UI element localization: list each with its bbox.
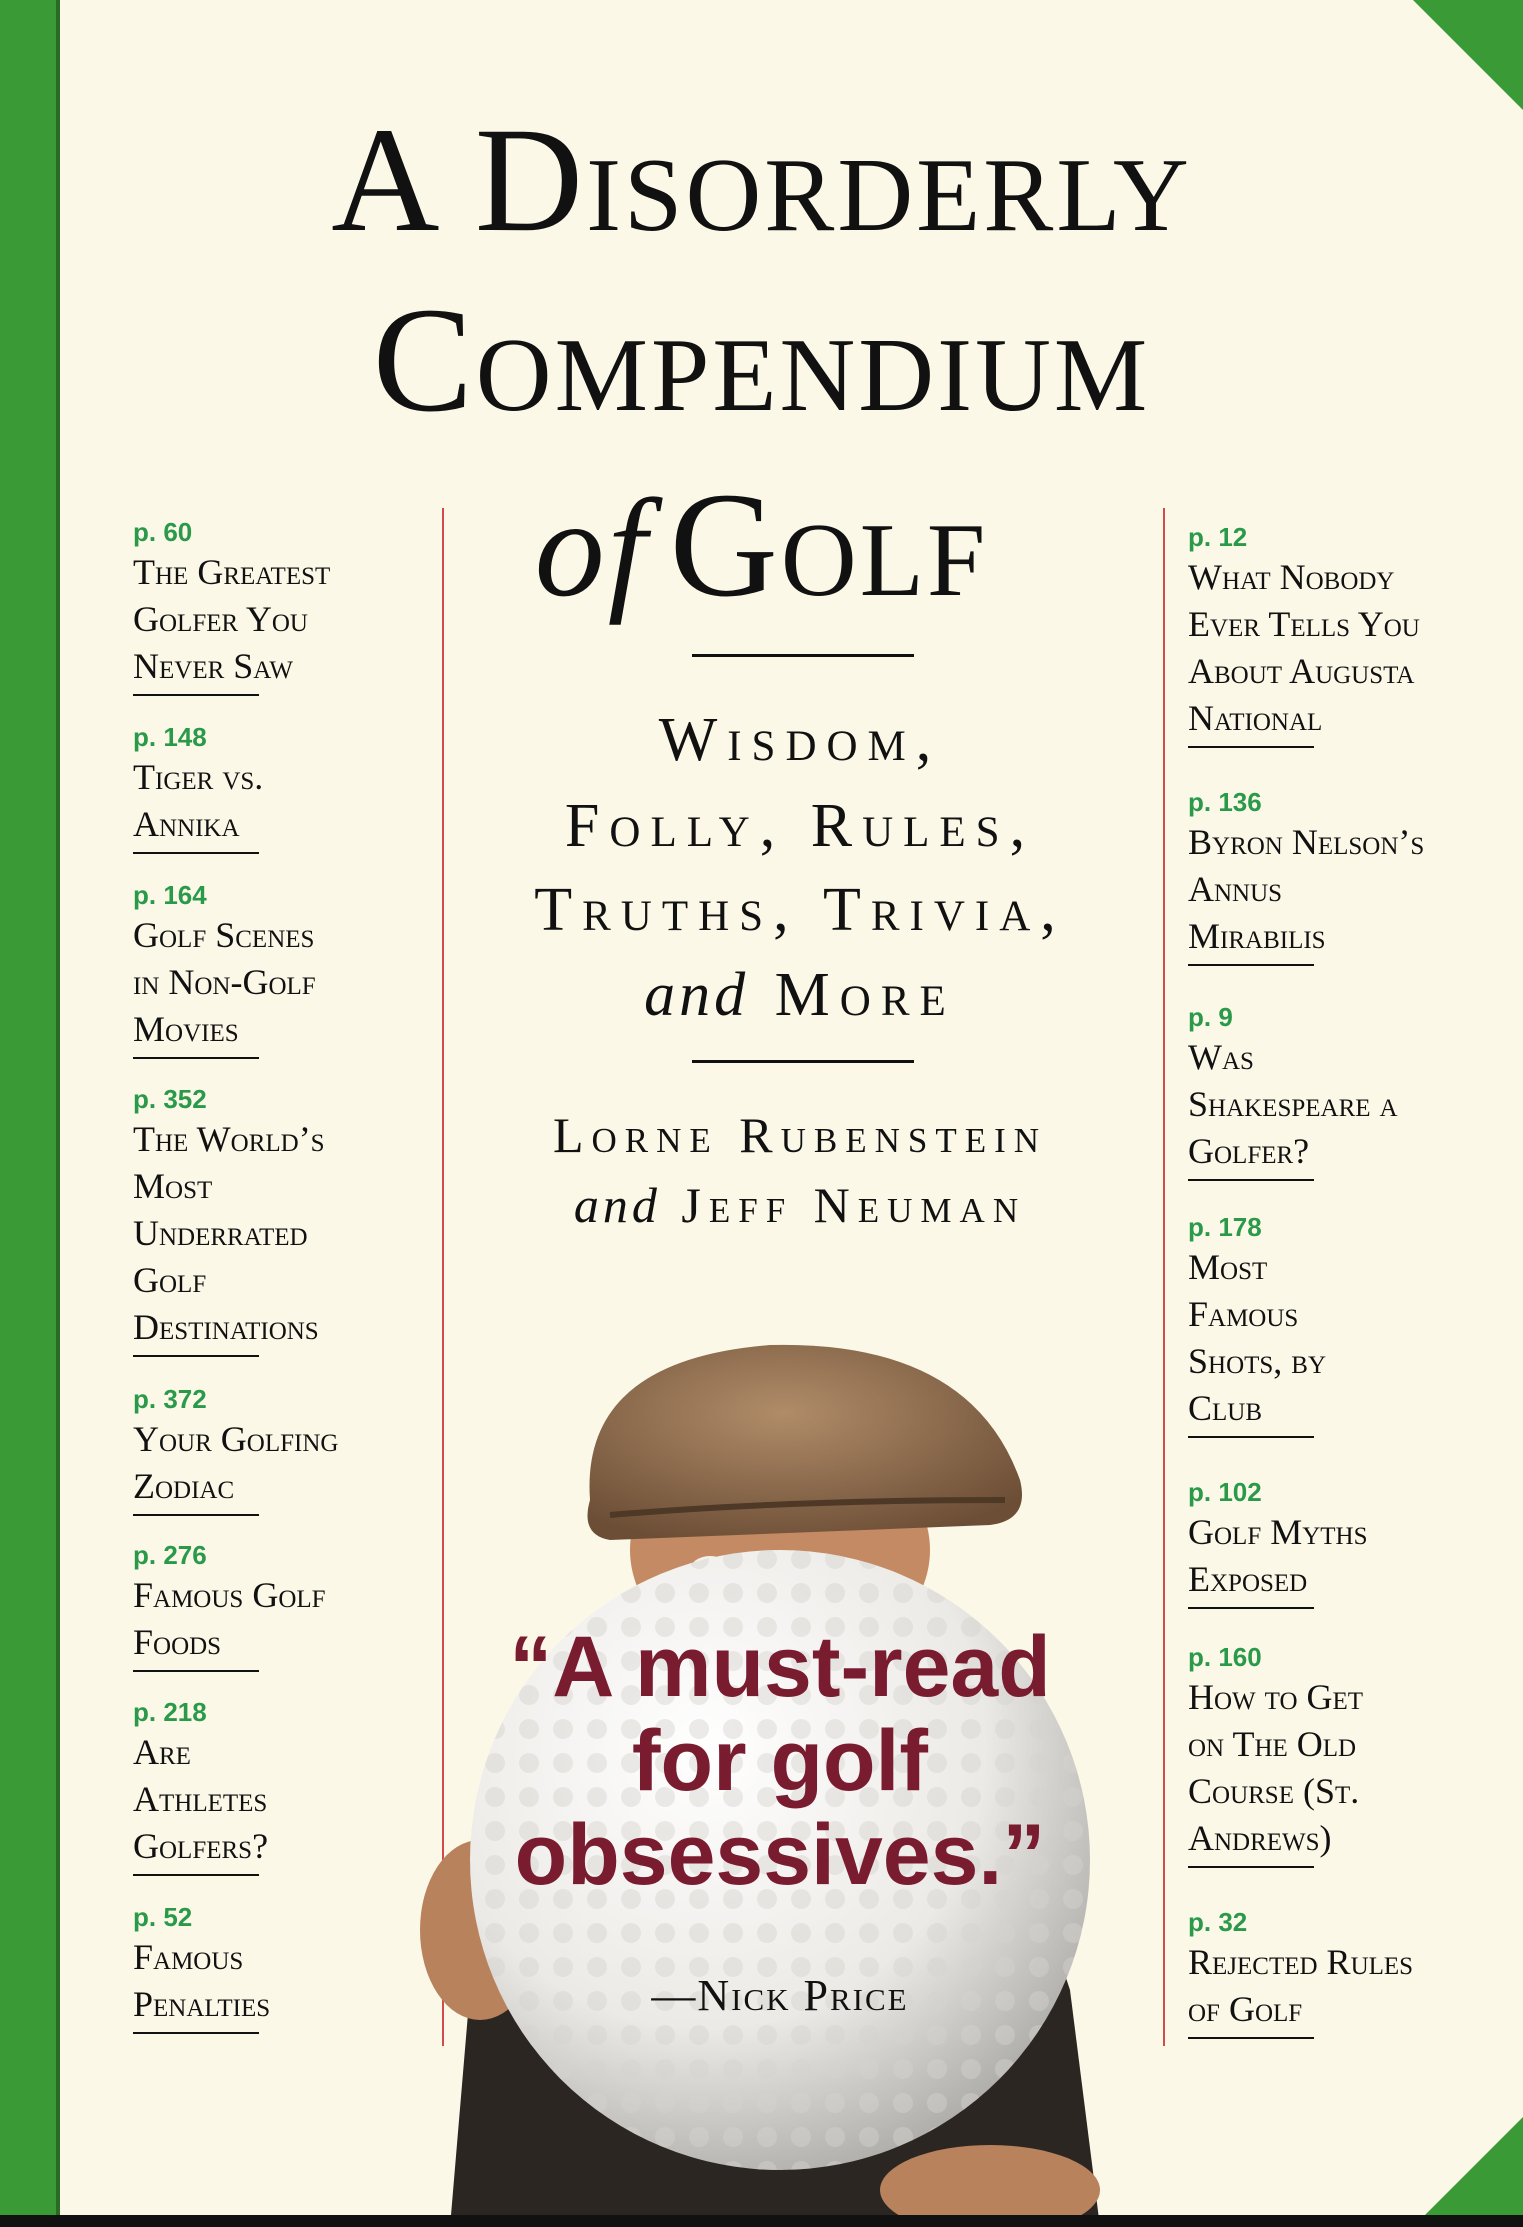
toc-page-number: p. 136 bbox=[1188, 787, 1262, 817]
toc-entry-title-line: Byron Nelson’s bbox=[1188, 822, 1425, 862]
toc-entry-title-line: Never Saw bbox=[133, 646, 293, 686]
toc-underline bbox=[1188, 1436, 1314, 1438]
toc-underline bbox=[133, 852, 259, 854]
toc-underline bbox=[1188, 964, 1314, 966]
toc-entry-title-line: Ever Tells You bbox=[1188, 604, 1420, 644]
toc-entry bbox=[1188, 1640, 1488, 1868]
toc-entry-title-line: The World’s bbox=[133, 1119, 325, 1159]
toc-page-number: p. 276 bbox=[133, 1540, 207, 1570]
toc-entry bbox=[133, 1538, 433, 1672]
toc-entry-title-line: Famous Golf bbox=[133, 1575, 326, 1615]
toc-entry-title-line: About Augusta bbox=[1188, 651, 1415, 691]
toc-entry-title-line: Movies bbox=[133, 1009, 239, 1049]
toc-entry-title-line: Annus bbox=[1188, 869, 1283, 909]
toc-page-number: p. 9 bbox=[1188, 1002, 1233, 1032]
toc-page-number: p. 160 bbox=[1188, 1642, 1262, 1672]
toc-entry bbox=[1188, 1905, 1488, 2039]
toc-entry bbox=[133, 878, 433, 1059]
toc-entry-title-line: National bbox=[1188, 698, 1323, 738]
author-line-2 bbox=[300, 1170, 1300, 1240]
toc-page-number: p. 12 bbox=[1188, 522, 1248, 552]
toc-entry-title-line: Rejected Rules bbox=[1188, 1942, 1414, 1982]
subtitle-and: and bbox=[644, 961, 750, 1029]
toc-entry-title-line: Golfer You bbox=[133, 599, 308, 639]
toc-underline bbox=[1188, 1179, 1314, 1181]
toc-entry-title-line: Shots, by bbox=[1188, 1341, 1327, 1381]
toc-underline bbox=[133, 1874, 259, 1876]
toc-page-number: p. 102 bbox=[1188, 1477, 1262, 1507]
toc-entry-title-line: Tiger vs. bbox=[133, 757, 264, 797]
toc-underline bbox=[1188, 1607, 1314, 1609]
toc-underline bbox=[1188, 2037, 1314, 2039]
toc-entry-title-line: Most bbox=[1188, 1247, 1268, 1287]
subtitle-rule-bottom bbox=[692, 1060, 914, 1063]
toc-underline bbox=[133, 2032, 259, 2034]
toc-entry-title-line: Foods bbox=[133, 1622, 222, 1662]
toc-page-number: p. 218 bbox=[133, 1697, 207, 1727]
toc-entry-title-line: Famous bbox=[1188, 1294, 1299, 1334]
toc-entry-title-line: in Non-Golf bbox=[133, 962, 316, 1002]
toc-entry bbox=[1188, 1475, 1488, 1609]
bottom-edge bbox=[0, 2215, 1523, 2227]
author-line-1: Lorne Rubenstein bbox=[552, 1107, 1048, 1163]
toc-entry bbox=[133, 1082, 433, 1357]
toc-entry bbox=[133, 1695, 433, 1876]
subtitle-line-1: Wisdom, bbox=[658, 706, 942, 774]
author-name-2: Jeff Neuman bbox=[681, 1177, 1027, 1233]
toc-page-number: p. 178 bbox=[1188, 1212, 1262, 1242]
subtitle-rule-top bbox=[692, 654, 914, 657]
toc-entry-title-line: Famous bbox=[133, 1937, 244, 1977]
toc-entry-title-line: How to Get bbox=[1188, 1677, 1364, 1717]
toc-entry-title-line: Club bbox=[1188, 1388, 1263, 1428]
toc-entry-title-line: Exposed bbox=[1188, 1559, 1308, 1599]
toc-entry-title-line: Andrews) bbox=[1188, 1818, 1332, 1858]
toc-entry-title-line: Most bbox=[133, 1166, 213, 1206]
toc-entry-title-line: Zodiac bbox=[133, 1466, 235, 1506]
corner-bottom-right bbox=[1413, 2117, 1523, 2227]
toc-page-number: p. 372 bbox=[133, 1384, 207, 1414]
title-of: of bbox=[534, 471, 650, 626]
toc-underline bbox=[133, 694, 259, 696]
subtitle-line-3: Truths, Trivia, bbox=[534, 876, 1066, 944]
toc-page-number: p. 60 bbox=[133, 517, 193, 547]
toc-underline bbox=[133, 1514, 259, 1516]
toc-entry-title-line: of Golf bbox=[1188, 1989, 1303, 2029]
toc-page-number: p. 352 bbox=[133, 1084, 207, 1114]
pull-quote: “A must-read for golf obsessives.” bbox=[509, 1619, 1051, 1903]
toc-entry-title-line: Shakespeare a bbox=[1188, 1084, 1398, 1124]
toc-entry-title-line: The Greatest bbox=[133, 552, 331, 592]
toc-entry bbox=[133, 515, 433, 696]
toc-entry-title-line: Golf bbox=[133, 1260, 207, 1300]
toc-entry bbox=[133, 1382, 433, 1516]
toc-underline bbox=[1188, 746, 1314, 748]
toc-entry-title-line: Penalties bbox=[133, 1984, 271, 2024]
toc-page-number: p. 164 bbox=[133, 880, 207, 910]
toc-page-number: p. 52 bbox=[133, 1902, 193, 1932]
toc-entry bbox=[1188, 520, 1488, 748]
toc-entry-title-line: Annika bbox=[133, 804, 240, 844]
toc-entry bbox=[1188, 785, 1488, 966]
subtitle-more: More bbox=[774, 961, 956, 1029]
subtitle-line-2: Folly, Rules, bbox=[564, 792, 1036, 860]
toc-underline bbox=[1188, 1866, 1314, 1868]
toc-entry-title-line: on The Old bbox=[1188, 1724, 1357, 1764]
toc-entry bbox=[133, 720, 433, 854]
toc-underline bbox=[133, 1670, 259, 1672]
toc-entry-title-line: Was bbox=[1188, 1037, 1254, 1077]
toc-entry-title-line: Course (St. bbox=[1188, 1771, 1360, 1811]
toc-entry-title-line: Golfer? bbox=[1188, 1131, 1310, 1171]
subtitle-line-4 bbox=[300, 950, 1300, 1040]
toc-entry-title-line: What Nobody bbox=[1188, 557, 1395, 597]
toc-page-number: p. 32 bbox=[1188, 1907, 1248, 1937]
toc-entry-title-line: Underrated bbox=[133, 1213, 308, 1253]
toc-entry bbox=[1188, 1210, 1488, 1438]
title-golf: Golf bbox=[669, 462, 989, 628]
toc-entry-title-line: Your Golfing bbox=[133, 1419, 339, 1459]
toc-entry-title-line: Athletes bbox=[133, 1779, 268, 1819]
toc-entry-title-line: Golfers? bbox=[133, 1826, 269, 1866]
toc-entry bbox=[1188, 1000, 1488, 1181]
author-and: and bbox=[573, 1177, 661, 1233]
toc-underline bbox=[133, 1057, 259, 1059]
title-line-2: Compendium bbox=[372, 277, 1151, 443]
toc-entry-title-line: Are bbox=[133, 1732, 191, 1772]
toc-entry-title-line: Golf Scenes bbox=[133, 915, 315, 955]
toc-page-number: p. 148 bbox=[133, 722, 207, 752]
toc-entry-title-line: Golf Myths bbox=[1188, 1512, 1368, 1552]
toc-entry-title-line: Destinations bbox=[133, 1307, 319, 1347]
title-line-1: A Disorderly bbox=[331, 97, 1192, 263]
toc-underline bbox=[133, 1355, 259, 1357]
quote-attribution: —Nick Price bbox=[651, 1971, 909, 2020]
toc-entry-title-line: Mirabilis bbox=[1188, 916, 1326, 956]
toc-entry bbox=[133, 1900, 433, 2034]
